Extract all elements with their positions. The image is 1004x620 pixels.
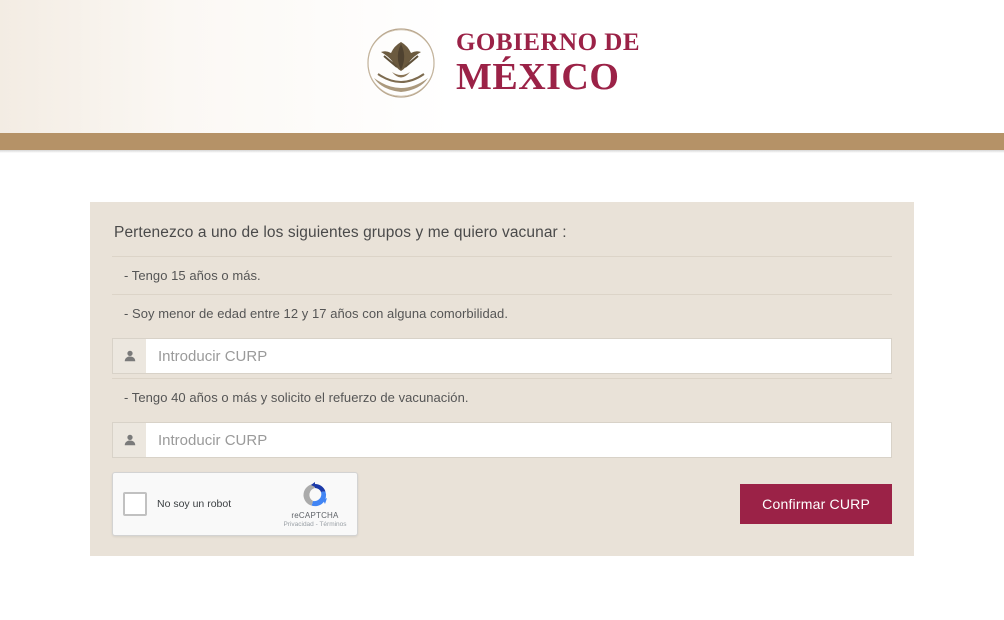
site-header	[0, 0, 1004, 133]
mexican-coat-of-arms-icon	[364, 26, 438, 100]
curp-input-2[interactable]	[146, 422, 892, 458]
brand-line-2: MÉXICO	[455, 55, 620, 98]
group-option-3: - Tengo 40 años o más y solicito el refuerzo de vacunación.	[112, 378, 892, 416]
brand-text	[456, 30, 640, 96]
group-option-2: - Soy menor de edad entre 12 y 17 años con alguna comorbilidad.	[112, 294, 892, 332]
user-icon	[112, 422, 146, 458]
confirm-curp-button[interactable]: Confirmar CURP	[740, 484, 892, 524]
recaptcha-legal-links[interactable]: Privacidad - Términos	[283, 521, 347, 529]
curp-input-row-2	[112, 422, 892, 458]
page-body	[0, 153, 1004, 556]
recaptcha-brand	[283, 480, 347, 529]
curp-input-1[interactable]	[146, 338, 892, 374]
brand-line-1: GOBIERNO DE	[455, 28, 640, 56]
vaccination-form-card	[90, 202, 914, 556]
user-icon	[112, 338, 146, 374]
header-gold-rule	[0, 133, 1004, 150]
brand-lockup	[364, 26, 640, 100]
form-actions	[112, 472, 892, 536]
recaptcha-checkbox[interactable]	[123, 492, 147, 516]
form-title: Pertenezco a uno de los siguientes grupos y me quiero vacunar :	[114, 224, 567, 241]
recaptcha-logo-icon	[300, 480, 330, 510]
recaptcha-widget[interactable]	[112, 472, 358, 536]
curp-input-row-1	[112, 338, 892, 374]
recaptcha-brand-name: reCAPTCHA	[291, 510, 339, 520]
group-option-1: - Tengo 15 años o más.	[112, 256, 892, 294]
recaptcha-label: No soy un robot	[157, 498, 232, 510]
